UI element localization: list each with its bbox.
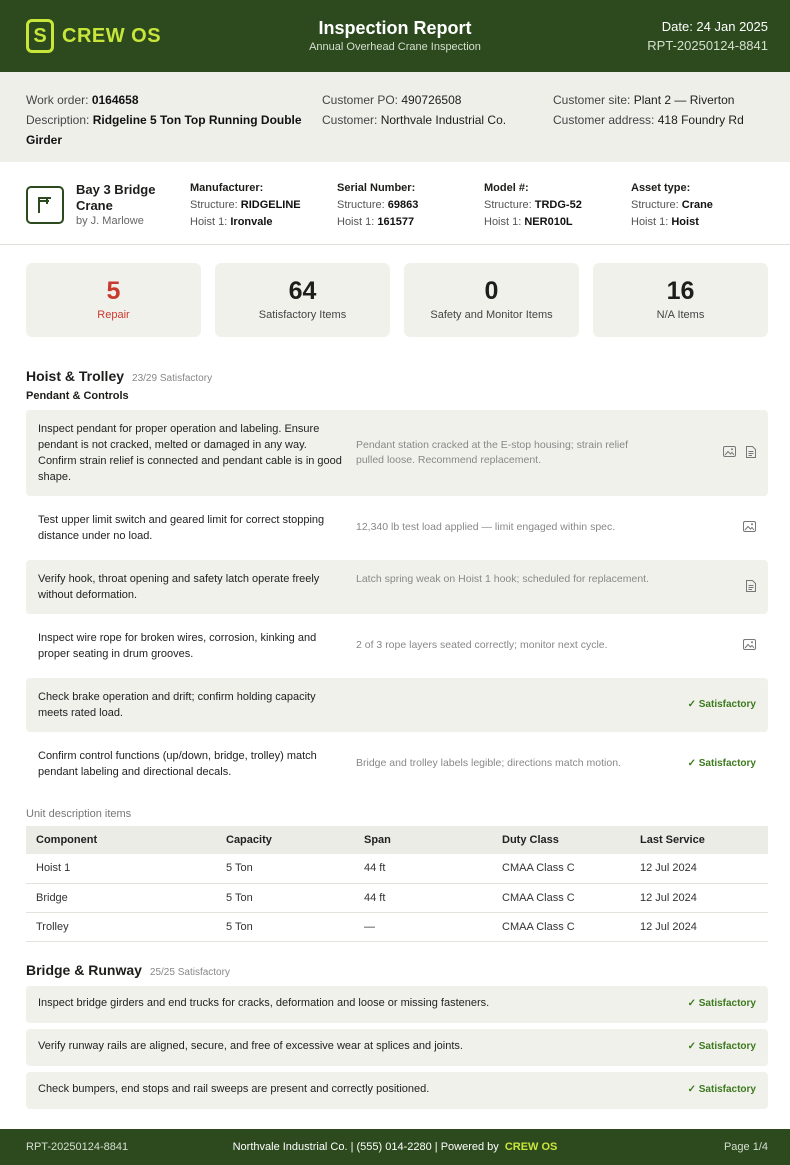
field-key: Structure: <box>190 199 238 211</box>
inspection-question: Verify hook, throat opening and safety latch operate freely without deformation. <box>38 573 320 601</box>
table-row <box>26 912 768 941</box>
asset-type <box>631 180 713 231</box>
column-heading: Serial Number: <box>337 182 416 194</box>
work-order-label: Work order: <box>26 93 89 107</box>
field-key: Structure: <box>337 199 385 211</box>
field-value: TRDG-52 <box>534 199 582 211</box>
footer-brand: CREW OS <box>504 1141 558 1153</box>
inspection-question: Inspect pendant for proper operation and labeling. Ensure pendant is not cracked, melted or damaged in any way. Confirm strain relief is connected and pendant cable is in good shape. <box>38 423 342 483</box>
table-cell: 5 Ton <box>216 883 354 912</box>
asset-serial <box>337 180 418 231</box>
customer-details <box>322 90 542 130</box>
footer-report-id: RPT-20250124-8841 <box>26 1141 129 1153</box>
address-label: Customer address: <box>553 113 655 127</box>
customer-name: Northvale Industrial Co. <box>380 113 507 127</box>
table-cell: — <box>354 912 492 941</box>
unit-description-table <box>26 826 768 942</box>
table-cell: Hoist 1 <box>26 854 216 883</box>
inspection-row[interactable] <box>26 678 768 732</box>
stat-value: 5 <box>106 277 121 305</box>
section-title-hoist <box>26 368 212 384</box>
photo-icon[interactable] <box>743 639 756 653</box>
stat-label: Repair <box>97 309 130 321</box>
field-key: Hoist 1: <box>631 216 669 228</box>
report-footer <box>0 1129 790 1165</box>
inspection-row[interactable] <box>26 501 768 555</box>
inspection-note: Latch spring weak on Hoist 1 hook; scheduled for replacement. <box>356 573 650 585</box>
column-heading: Model #: <box>484 182 529 194</box>
field-key: Hoist 1: <box>484 216 522 228</box>
satisfactory-badge: ✓ Satisfactory <box>687 998 756 1009</box>
document-icon[interactable] <box>746 446 756 461</box>
satisfactory-badge: ✓ Satisfactory <box>687 1041 756 1052</box>
inspection-question: Check brake operation and drift; confirm holding capacity meets rated load. <box>38 691 316 719</box>
stat-safety-monitor <box>404 263 579 337</box>
photo-icon[interactable] <box>723 446 736 461</box>
stat-value: 16 <box>666 277 695 305</box>
description-label: Description: <box>26 113 90 127</box>
inspection-note: 2 of 3 rope layers seated correctly; monitor next cycle. <box>356 639 608 651</box>
table-cell: CMAA Class C <box>492 854 630 883</box>
satisfactory-badge: ✓ Satisfactory <box>687 758 756 769</box>
site-details <box>553 90 773 130</box>
table-header-duty-class: Duty Class <box>492 826 630 854</box>
asset-manufacturer <box>190 180 301 231</box>
brand-name: CREW OS <box>62 24 162 47</box>
po-label: Customer PO: <box>322 93 399 107</box>
work-order-panel <box>0 72 790 162</box>
work-order-number: 0164658 <box>91 93 139 107</box>
subsection-title: Pendant & Controls <box>26 390 129 402</box>
field-key: Structure: <box>484 199 532 211</box>
report-header <box>0 0 790 72</box>
field-value: Hoist <box>671 216 699 228</box>
inspection-row[interactable] <box>26 560 768 614</box>
inspection-row[interactable] <box>26 1072 768 1109</box>
inspection-question: Confirm control functions (up/down, bridge, trolley) match pendant labeling and directional decals. <box>38 750 317 778</box>
field-key: Structure: <box>631 199 679 211</box>
table-cell: 12 Jul 2024 <box>630 912 768 941</box>
section-name: Hoist & Trolley <box>26 368 125 384</box>
report-subtitle: Annual Overhead Crane Inspection <box>309 41 481 53</box>
asset-name: Bay 3 Bridge Crane <box>76 182 156 213</box>
stat-repair <box>26 263 201 337</box>
footer-contact <box>0 1141 790 1153</box>
table-row <box>26 883 768 912</box>
stat-value: 0 <box>484 277 499 305</box>
inspection-row[interactable] <box>26 737 768 791</box>
asset-owner: by J. Marlowe <box>76 215 144 227</box>
field-value: Ironvale <box>230 216 273 228</box>
field-value: 69863 <box>387 199 419 211</box>
stat-na <box>593 263 768 337</box>
work-order-description: Ridgeline 5 Ton Top Running Double Girder <box>26 113 302 147</box>
table-cell: 44 ft <box>354 883 492 912</box>
footer-contact-text: Northvale Industrial Co. | (555) 014-2280 | Powered by <box>232 1141 499 1153</box>
table-cell: CMAA Class C <box>492 912 630 941</box>
unit-table-caption: Unit description items <box>26 808 132 820</box>
inspection-note: 12,340 lb test load applied — limit engaged within spec. <box>356 521 616 533</box>
report-id: RPT-20250124-8841 <box>647 38 768 53</box>
field-value: NER010L <box>524 216 573 228</box>
table-header-capacity: Capacity <box>216 826 354 854</box>
field-value: Crane <box>681 199 713 211</box>
inspection-row[interactable] <box>26 619 768 673</box>
logo-icon: S <box>26 19 54 53</box>
table-cell: Trolley <box>26 912 216 941</box>
inspection-note: Bridge and trolley labels legible; directions match motion. <box>356 757 621 769</box>
table-row <box>26 854 768 883</box>
satisfactory-badge: ✓ Satisfactory <box>687 699 756 710</box>
inspection-question: Test upper limit switch and geared limit for correct stopping distance under no load. <box>38 514 325 542</box>
stat-value: 64 <box>288 277 317 305</box>
site-label: Customer site: <box>553 93 631 107</box>
table-cell: 44 ft <box>354 854 492 883</box>
stat-satisfactory <box>215 263 390 337</box>
inspection-question: Verify runway rails are aligned, secure, and free of excessive wear at splices and joints. <box>38 1040 463 1052</box>
page-number: Page 1/4 <box>723 1141 768 1153</box>
column-heading: Asset type: <box>631 182 691 194</box>
report-title: Inspection Report <box>318 18 472 38</box>
inspection-row[interactable] <box>26 1029 768 1066</box>
stat-label: Safety and Monitor Items <box>430 309 553 321</box>
inspection-note: Pendant station cracked at the E-stop housing; strain relief pulled loose. Recommend replacement. <box>356 439 628 466</box>
inspection-question: Inspect wire rope for broken wires, corrosion, kinking and proper seating in drum grooves. <box>38 632 317 660</box>
table-cell: Bridge <box>26 883 216 912</box>
section-count: 23/29 Satisfactory <box>132 373 213 384</box>
section-title-bridge <box>26 962 230 978</box>
table-cell: 12 Jul 2024 <box>630 883 768 912</box>
field-key: Hoist 1: <box>337 216 375 228</box>
table-cell: 12 Jul 2024 <box>630 854 768 883</box>
asset-panel <box>0 162 790 245</box>
document-icon[interactable] <box>746 580 756 595</box>
table-header-component: Component <box>26 826 216 854</box>
section-name: Bridge & Runway <box>26 962 142 978</box>
table-header-row <box>26 826 768 854</box>
customer-site: Plant 2 — Riverton <box>633 93 735 107</box>
customer-po: 490726508 <box>401 93 462 107</box>
stat-label: Satisfactory Items <box>258 309 347 321</box>
customer-label: Customer: <box>322 113 378 127</box>
table-cell: 5 Ton <box>216 912 354 941</box>
work-order-details <box>26 90 306 150</box>
inspection-question: Check bumpers, end stops and rail sweeps are present and correctly positioned. <box>38 1083 430 1095</box>
column-heading: Manufacturer: <box>190 182 264 194</box>
table-header-span: Span <box>354 826 492 854</box>
table-header-last-service: Last Service <box>630 826 768 854</box>
customer-address: 418 Foundry Rd <box>657 113 744 127</box>
field-key: Hoist 1: <box>190 216 228 228</box>
satisfactory-badge: ✓ Satisfactory <box>687 1084 756 1095</box>
crane-icon <box>26 186 64 224</box>
table-cell: 5 Ton <box>216 854 354 883</box>
photo-icon[interactable] <box>743 521 756 535</box>
summary-stats <box>26 263 768 337</box>
table-cell: CMAA Class C <box>492 883 630 912</box>
inspection-question: Inspect bridge girders and end trucks for cracks, deformation and loose or missing fasteners. <box>38 997 490 1009</box>
section-count: 25/25 Satisfactory <box>149 967 230 978</box>
field-value: 161577 <box>377 216 415 228</box>
stat-label: N/A Items <box>656 309 705 321</box>
inspection-row[interactable] <box>26 410 768 496</box>
field-value: RIDGELINE <box>240 199 301 211</box>
report-date: Date: 24 Jan 2025 <box>661 19 768 34</box>
inspection-row[interactable] <box>26 986 768 1023</box>
asset-model <box>484 180 582 231</box>
